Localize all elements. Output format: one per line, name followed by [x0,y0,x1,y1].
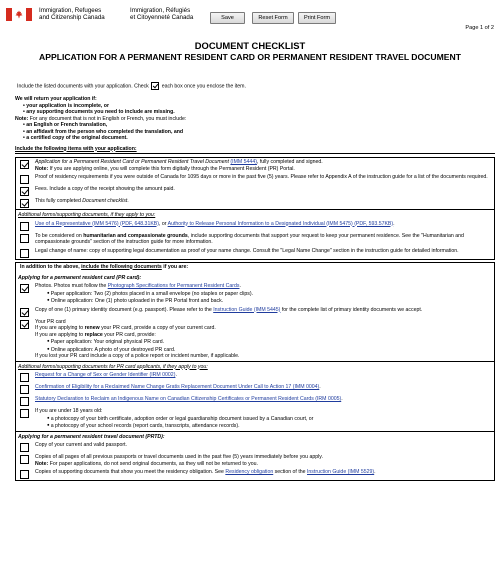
checklist-row: This fully completed Document checklist. [16,197,494,209]
imm-0004-link[interactable]: Confirmation of Eligibility for a Reclaimed Name Change Gratis Replacement Document Under Call to Action 17 (IMM 0004) [35,384,320,390]
checkbox-pr-card[interactable] [20,320,29,329]
checklist-body [15,82,495,481]
checkbox-representative[interactable] [20,222,29,231]
checklist-row: Copy of one (1) primary identity document (e.g. passport). Please refer to the Instruction Guide (IMM 5445) for the complete list of primary identity documents we accept. [16,306,494,318]
irm-0005-link[interactable]: Statutory Declaration to Reclaim an Indigenous Name on Canadian Citizenship Certificates or Permanent Resident Cards (IRM 0005) [35,396,342,402]
checklist-row: Proof of residency requirements if you were outside of Canada for 1095 days or more in the past five (5) years. Please refer to Appendix A of the instruction guide for a list of the documents required. [16,173,494,185]
additional-forms-heading: Additional forms/supporting documents, if they apply to you: [18,212,156,218]
checklist-row: Statutory Declaration to Reclaim an Indigenous Name on Canadian Citizenship Certificates or Permanent Resident Cards (IRM 0005). [16,395,494,407]
checkbox-under-18[interactable] [20,409,29,418]
imm-5445-link[interactable]: Instruction Guide (IMM 5445) [213,306,281,313]
department-name-french: Immigration, Réfugiés et Citoyenneté Canada [130,7,194,22]
pr-card-heading: Applying for a permanent resident card (PR card): [18,274,142,281]
checkbox-irm-0002[interactable] [20,373,29,382]
checklist-row: If you are under 18 years old: ● a photocopy of your birth certificate, adoption order or legal guardianship document issued by a Canadian court, or ● a photocopy of your school records (report cards, transcripts, attendance records). [16,407,494,431]
residency-obligation-link[interactable]: Residency obligation [225,469,274,475]
checklist-row: Photos. Photos must follow the Photograph Specifications for Permanent Resident Cards. ● Paper application: Two (2) photos placed in a small envelope (no staples or paper clips). ● Online application: One (1) photo uploaded in the PR Portal front and back. [16,282,494,306]
intro-instructions: Include the listed documents with your application. Check each box once you enclose the item. [17,83,246,90]
return-conditions: We will return your application if: • your application is incomplete, or • any supporting documents you need to include are missing. Note: For any document that is not in English or French, you must include: • an English or French translation, • an affidavit from the person who completed the translation, and • a certified copy of the original document. [15,96,495,142]
imm-5475-link[interactable]: Authority to Release Personal Information to a Designated Individual (IMM 5475) (PDF, 593.57KB) [167,220,394,227]
include-items-heading: Include the following items with your application: [15,146,495,155]
reset-form-button[interactable]: Reset Form [252,12,294,24]
irm-0002-link[interactable]: Request for a Change of Sex or Gender Identifier (IRM 0002) [35,372,176,378]
checkbox-application-form[interactable] [20,160,29,169]
checklist-row: Confirmation of Eligibility for a Reclaimed Name Change Gratis Replacement Document Under Call to Action 17 (IMM 0004). [16,383,494,395]
prtd-heading: Applying for a permanent resident travel document (PRTD): [18,433,165,440]
checklist-row: Legal change of name: copy of supporting legal documentation as proof of your name change. Consult the "Legal Name Change" section in the instruction guide for detailed information. [16,247,494,259]
example-checkbox-icon [151,82,159,90]
imm-5476-link[interactable]: Use of a Representative (IMM 5476) (PDF, 648.31KB) [35,220,159,227]
checkbox-fees[interactable] [20,187,29,196]
checklist-row: Fees. Include a copy of the receipt showing the amount paid. [16,185,494,197]
document-title [0,41,500,62]
checkbox-residency-obligation[interactable] [20,470,29,479]
pr-card-additional-heading: Additional forms/supporting documents for PR card applicants, if they apply to you: [18,363,208,370]
photo-specifications-link[interactable]: Photograph Specifications for Permanent Resident Cards [107,283,240,289]
form-header [0,0,500,30]
checkbox-imm-0004[interactable] [20,385,29,394]
checklist-row: Use of a Representative (IMM 5476) (PDF, 648.31KB), or Authority to Release Personal Information to a Designated Individual (IMM 5475) (PDF, 593.57KB). [16,220,494,232]
checklist-row: Copy of your current and valid passport. [16,441,494,453]
checklist-row: Your PR card If you are applying to renew your PR card, provide a copy of your current card. If you are applying to replace your PR card, provide: ● Paper application: Your original physical PR card. ● Online application: A photo of your destroyed PR card. If you lost your PR card include a copy of a police report or incident number, if applicable. [16,318,494,361]
checklist-row: Request for a Change of Sex or Gender Identifier (IRM 0002). [16,371,494,383]
print-form-button[interactable]: Print Form [298,12,336,24]
checklist-row: To be considered on humanitarian and compassionate grounds, include supporting documents that support your request to keep your permanent residence. See the "Humanitarian and compassionate grounds" section of the instruction guide for more information. [16,232,494,247]
checkbox-proof-of-residency[interactable] [20,175,29,184]
section-2-heading: In addition to the above, include the following documents if you are: [20,263,189,270]
checklist-row: Copies of supporting documents that show you meet the residency obligation. See Residency obligation section of the Instruction Guide (IMM 5529). [16,468,494,480]
conditional-items-section [15,262,495,482]
checkbox-legal-name-change[interactable] [20,249,29,258]
maple-leaf-icon [15,10,23,19]
checklist-row: Copies of all pages of all previous passports or travel documents used in the past five (5) years immediately before you apply. Note: For paper applications, do not send original documents, as they will not be returned to you. [16,453,494,468]
checkbox-passport[interactable] [20,443,29,452]
department-name-english: Immigration, Refugees and Citizenship Canada [39,7,105,22]
checkbox-identity-document[interactable] [20,308,29,317]
page-number: Page 1 of 2 [465,25,494,31]
imm-5529-link[interactable]: Instruction Guide (IMM 5529) [306,469,375,475]
title-line-1: DOCUMENT CHECKLIST [194,40,306,51]
canada-flag-icon [6,8,32,21]
checkbox-photos[interactable] [20,284,29,293]
required-items-section [15,157,495,260]
title-line-2: APPLICATION FOR A PERMANENT RESIDENT CARD OR PERMANENT RESIDENT TRAVEL DOCUMENT [39,51,461,62]
checkbox-document-checklist[interactable] [20,199,29,208]
save-button[interactable]: Save [210,12,245,24]
imm-5444-link[interactable]: (IMM 5444) [230,159,257,165]
checkbox-humanitarian[interactable] [20,234,29,243]
checklist-row: Application for a Permanent Resident Card or Permanent Resident Travel Document (IMM 5444), fully completed and signed. Note: If you are applying online, you will complete this form digitally through the Permanent Resident (PR) Portal. [16,158,494,173]
checkbox-irm-0005[interactable] [20,397,29,406]
checkbox-previous-passports[interactable] [20,455,29,464]
